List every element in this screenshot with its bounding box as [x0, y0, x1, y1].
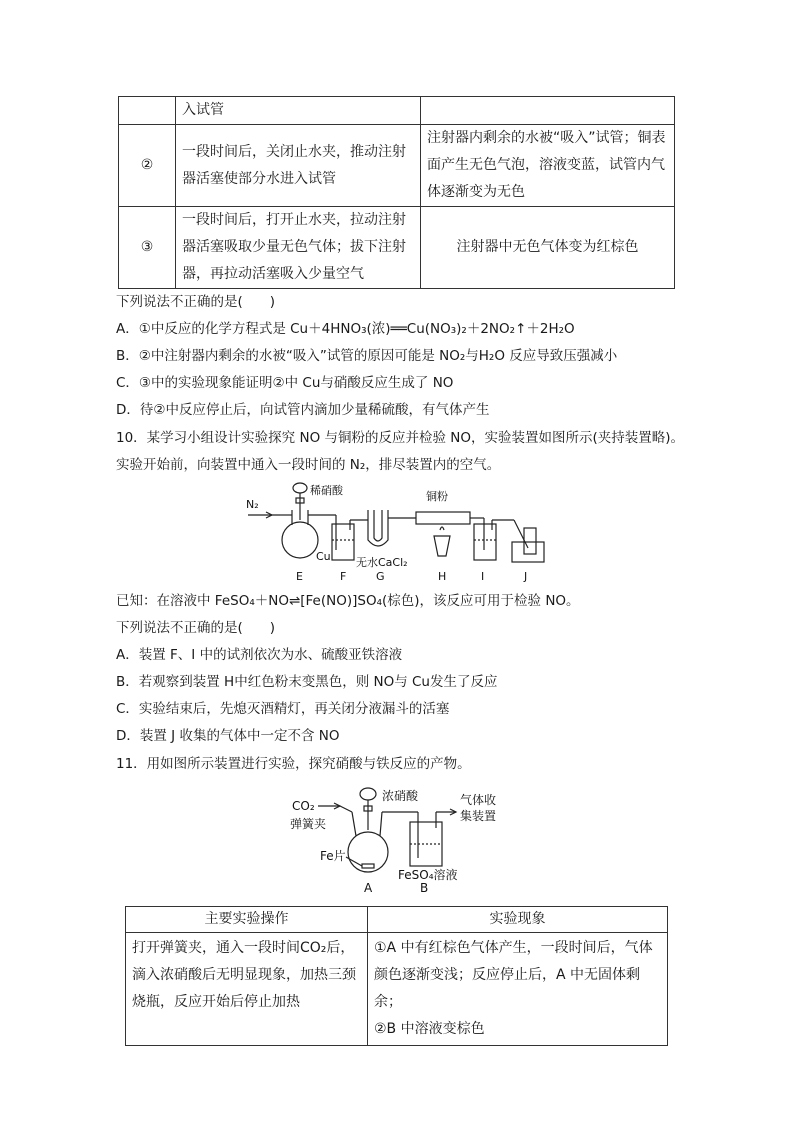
q10-option-c: C．实验结束后，先熄灭酒精灯，再关闭分液漏斗的活塞: [116, 701, 450, 717]
anhydrous-cacl2-label: 无水CaCl₂: [356, 556, 408, 569]
table-row: [119, 207, 675, 289]
observation-2: ②B 中溶液变棕色: [374, 1021, 485, 1037]
table-row: [126, 933, 668, 1046]
apparatus-label-j: J: [524, 570, 528, 583]
co2-label: CO₂: [292, 799, 315, 813]
fe-sheet-label: Fe片: [320, 849, 346, 863]
table-header-row: [126, 907, 668, 933]
apparatus-label-i: I: [481, 570, 485, 583]
apparatus-label-a: A: [364, 881, 373, 894]
experiment-table-1: [118, 96, 675, 289]
table-cell-operation: 打开弹簧夹，通入一段时间CO₂后，滴入浓硝酸后无明显现象，加热三颈烧瓶，反应开始后停止加热: [126, 933, 368, 1046]
q9-option-a: A．①中反应的化学方程式是 Cu＋4HNO₃(浓)══Cu(NO₃)₂＋2NO₂↑＋2H₂O: [116, 321, 575, 337]
experiment-table-2: [125, 906, 668, 1046]
gas-collection-label-line1: 气体收: [460, 793, 497, 807]
feso4-solution-label: FeSO₄溶液: [398, 868, 458, 882]
observation-1: ①A 中有红棕色气体产生，一段时间后，气体颜色逐渐变浅；反应停止后，A 中无固体剩余；: [374, 940, 653, 1010]
q11-apparatus-figure: [290, 782, 520, 894]
header-main-operation: 主要实验操作: [126, 907, 368, 933]
table-cell-operation: 一段时间后，打开止水夹，拉动注射器活塞吸取少量无色气体；拔下注射器，再拉动活塞吸入少量空气: [176, 207, 421, 289]
q10-stem-line-1: 10．某学习小组设计实验探究 NO 与铜粉的反应并检验 NO，实验装置如图所示(夹持装置略)。: [116, 430, 685, 446]
q10-apparatus-figure: [240, 480, 560, 585]
q10-known-info: 已知：在溶液中 FeSO₄＋NO⇌[Fe(NO)]SO₄(棕色)，该反应可用于检验 NO。: [116, 593, 580, 609]
q10-stem-line-2: 实验开始前，向装置中通入一段时间的 N₂，排尽装置内的空气。: [116, 457, 501, 473]
q10-prompt: 下列说法不正确的是( ): [116, 620, 276, 636]
table-cell-index: ③: [119, 207, 176, 289]
apparatus-label-h: H: [438, 570, 447, 583]
table-cell-operation: 入试管: [176, 97, 421, 125]
q10-option-d: D．装置 J 收集的气体中一定不含 NO: [116, 728, 340, 744]
apparatus-label-f: F: [340, 570, 347, 583]
q9-option-d: D．待②中反应停止后，向试管内滴加少量稀硫酸，有气体产生: [116, 402, 490, 418]
table-cell-observation: [368, 933, 668, 1046]
header-observation: 实验现象: [368, 907, 668, 933]
gas-collection-label-line2: 集装置: [460, 809, 497, 823]
n2-label: N₂: [246, 498, 259, 511]
cu-label: Cu: [316, 550, 331, 563]
table-cell-result: [421, 97, 675, 125]
concentrated-nitric-acid-label: 浓硝酸: [382, 789, 419, 803]
table-row: [119, 97, 675, 125]
q11-stem: 11．用如图所示装置进行实验，探究硝酸与铁反应的产物。: [116, 756, 471, 772]
q9-option-c: C．③中的实验现象能证明②中 Cu与硝酸反应生成了 NO: [116, 375, 454, 391]
table-cell-result: 注射器中无色气体变为红棕色: [421, 207, 675, 289]
spring-clip-label: 弹簧夹: [290, 817, 327, 831]
table-cell-index: [119, 97, 176, 125]
table-row: [119, 125, 675, 207]
q9-option-b: B．②中注射器内剩余的水被“吸入”试管的原因可能是 NO₂与H₂O 反应导致压强减小: [116, 348, 618, 364]
q9-prompt: 下列说法不正确的是( ): [116, 294, 276, 310]
apparatus-label-b: B: [420, 881, 429, 894]
table-cell-index: ②: [119, 125, 176, 207]
q10-option-a: A．装置 F、I 中的试剂依次为水、硫酸亚铁溶液: [116, 647, 403, 663]
copper-powder-label: 铜粉: [426, 490, 448, 503]
dilute-nitric-acid-label: 稀硝酸: [310, 484, 343, 497]
apparatus-label-e: E: [296, 570, 303, 583]
q10-option-b: B．若观察到装置 H中红色粉末变黑色，则 NO与 Cu发生了反应: [116, 674, 498, 690]
table-cell-operation: 一段时间后，关闭止水夹，推动注射器活塞使部分水进入试管: [176, 125, 421, 207]
table-cell-result: 注射器内剩余的水被“吸入”试管；铜表面产生无色气泡，溶液变蓝，试管内气体逐渐变为无色: [421, 125, 675, 207]
apparatus-label-g: G: [376, 570, 385, 583]
